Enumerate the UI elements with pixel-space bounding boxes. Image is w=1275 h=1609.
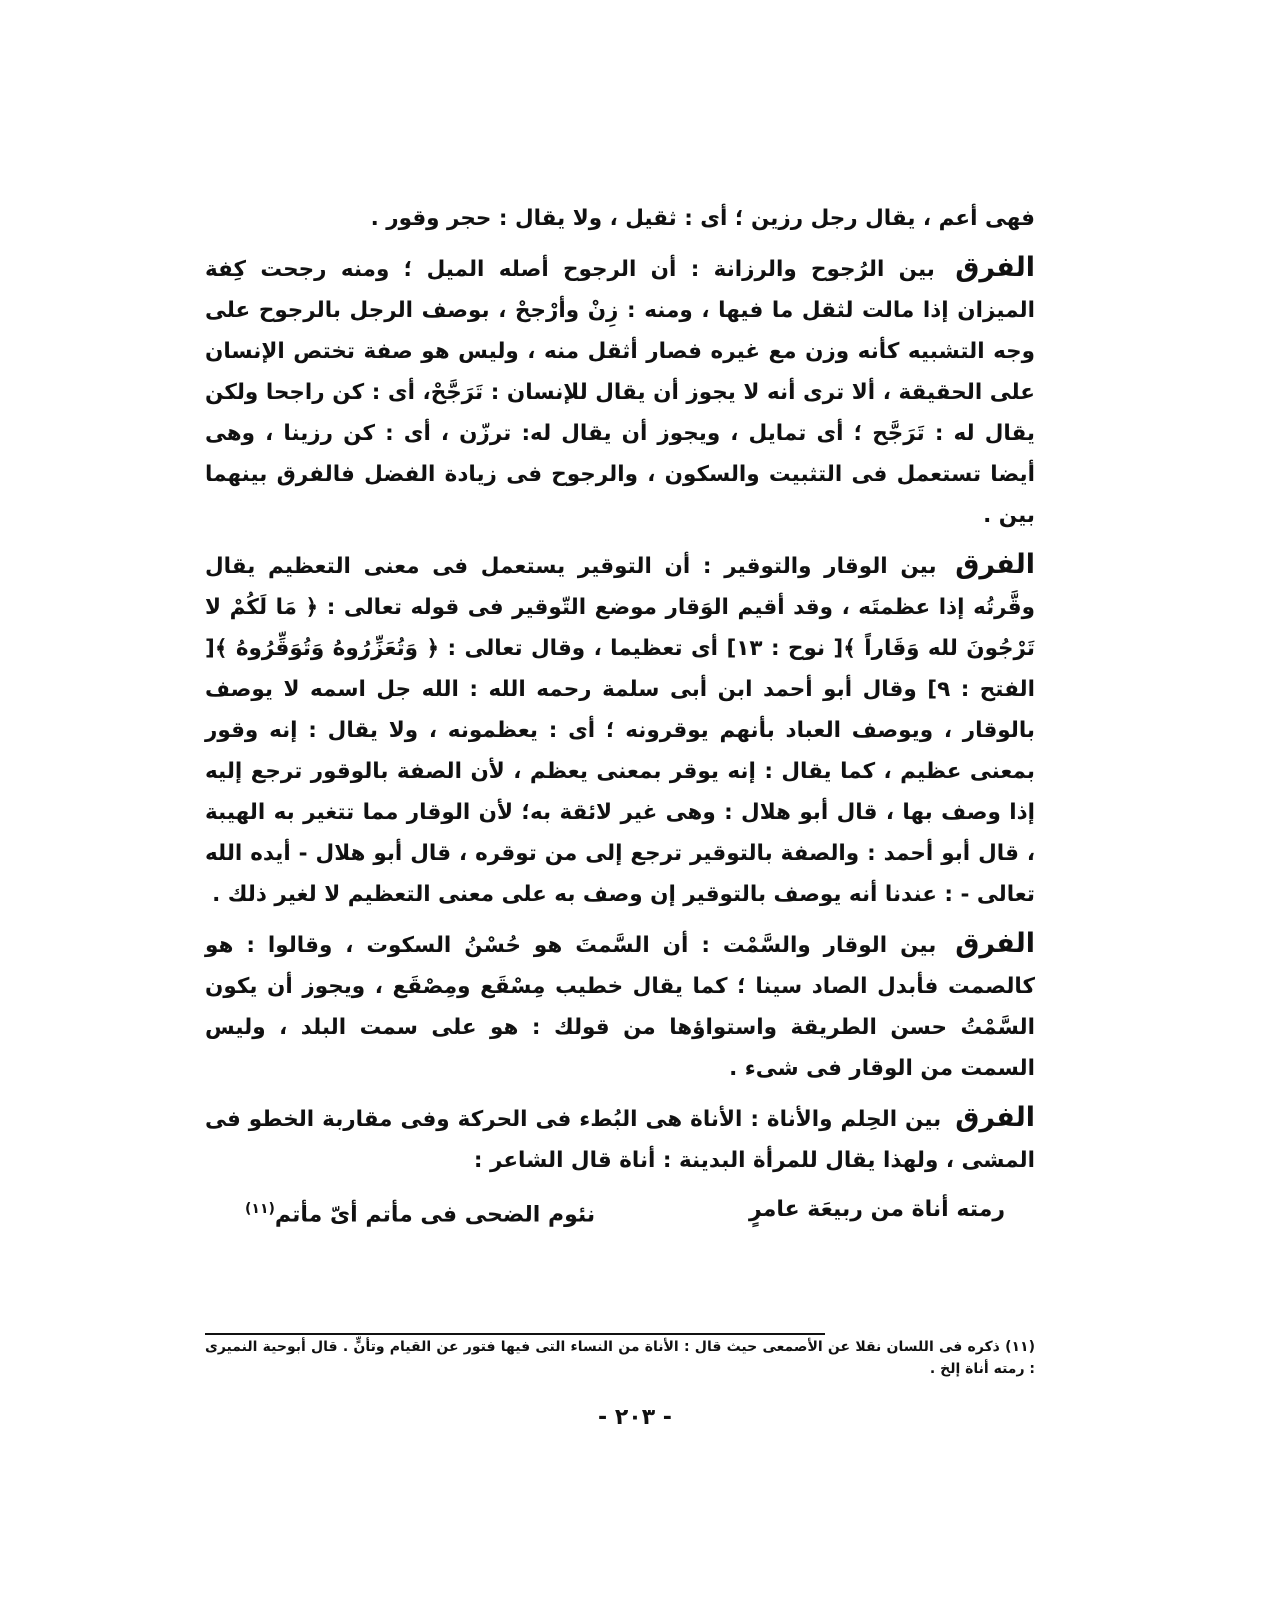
footnotes — [205, 1336, 1035, 1380]
poetry-verse — [205, 1189, 1035, 1235]
paragraph-text: فهى أعم ، يقال رجل رزين ؛ أى : ثقيل ، ولا يقال : حجر وقور . — [370, 206, 1035, 231]
paragraph — [205, 247, 1035, 536]
paragraph-text: بين الوقار والسَّمْت : أن السَّمتَ هو حُسْنُ السكوت ، وقالوا : هو كالصمت فأبدل الصاد سينا ؛ كما يقال خطيب مِسْقَع ومِصْقَع ، ويجوز أن يكون السَّمْتُ حسن الطريقة واستواؤها من قولك : هو على سمت البلد ، وليس السمت من الوقار فى شىء . — [205, 933, 1035, 1081]
page-number: - ٢٠٣ - — [598, 1405, 672, 1430]
footnote-reference: (١١) — [245, 1201, 275, 1217]
section-heading: الفرق — [955, 1102, 1035, 1133]
paragraph — [205, 923, 1035, 1089]
section-heading: الفرق — [955, 252, 1035, 283]
footnote: (١١) ذكره فى اللسان نقلا عن الأصمعى حيث قال : الأناة من النساء التى فيها فتور عن القيام وتأنٍّ . قال أبوحية النميرى : رمته أناة إلخ . — [205, 1339, 1035, 1377]
verse-second-hemistich: نئوم الضحى فى مأتم أىّ مأتم — [274, 1202, 596, 1228]
paragraph-text: بين الرُجوح والرزانة : أن الرجوح أصله الميل ؛ ومنه رجحت كِفة الميزان إذا مالت لثقل ما فيها ، ومنه : زِنْ وأرْجحْ ، بوصف الرجل بالرجوح على وجه التشبيه كأنه وزن مع غيره فصار أثقل منه ، وليس هو صفة تختص الإنسان على الحقيقة ، ألا ترى أنه لا يجوز أن يقال للإنسان : تَرَجَّحْ، أى : كن راجحا ولكن يقال له : تَرَجَّح ؛ أى تمايل ، ويجوز أن يقال له: ترزّن ، أى : كن رزينا ، وهى أيضا تستعمل فى التثبيت والسكون ، والرجوح فى زيادة الفضل فالفرق بينهما بين . — [205, 257, 1035, 528]
paragraph — [205, 1097, 1035, 1181]
section-heading: الفرق — [955, 928, 1035, 959]
verse-first-hemistich: رمته أناة من ربيعَة عامرٍ — [749, 1197, 1005, 1222]
section-heading: الفرق — [955, 549, 1035, 580]
paragraph-text: بين الحِلم والأناة : الأناة هى البُطء فى الحركة وفى مقاربة الخطو فى المشى ، ولهذا يقال للمرأة البدينة : أناة قال الشاعر : — [205, 1107, 1035, 1173]
paragraph — [205, 198, 1035, 239]
paragraph-text: بين الوقار والتوقير : أن التوقير يستعمل فى معنى التعظيم يقال وقَّرتُه إذا عظمتَه ، وقد أقيم الوَقار موضع التّوقير فى قوله تعالى : ﴿ مَا لَكُمْ لا تَرْجُونَ لله وَقَاراً ﴾[ نوح : ١٣] أى تعظيما ، وقال تعالى : ﴿ وَتُعَزِّرُوهُ وَتُوَقِّرُوهُ ﴾[ الفتح : ٩] وقال أبو أحمد ابن أبى سلمة رحمه الله : الله جل اسمه لا يوصف بالوقار ، ويوصف العباد بأنهم يوقرونه ؛ أى : يعظمونه ، ولا يقال : إنه وقور بمعنى عظيم ، كما يقال : إنه يوقر بمعنى يعظم ، لأن الصفة بالوقور ترجع إليه إذا وصف بها ، قال أبو هلال : وهى غير لائقة به؛ لأن الوقار مما تتغير به الهيبة ، قال أبو أحمد : والصفة بالتوقير ترجع إلى من توقره ، قال أبو هلال - أيده الله تعالى - : عندنا أنه يوصف بالتوقير إن وصف به على معنى التعظيم لا لغير ذلك . — [205, 554, 1035, 907]
main-text — [205, 198, 1035, 1235]
verse-second-hemistich-wrap — [245, 1189, 595, 1235]
footnote-divider — [205, 1333, 825, 1335]
paragraph — [205, 544, 1035, 915]
